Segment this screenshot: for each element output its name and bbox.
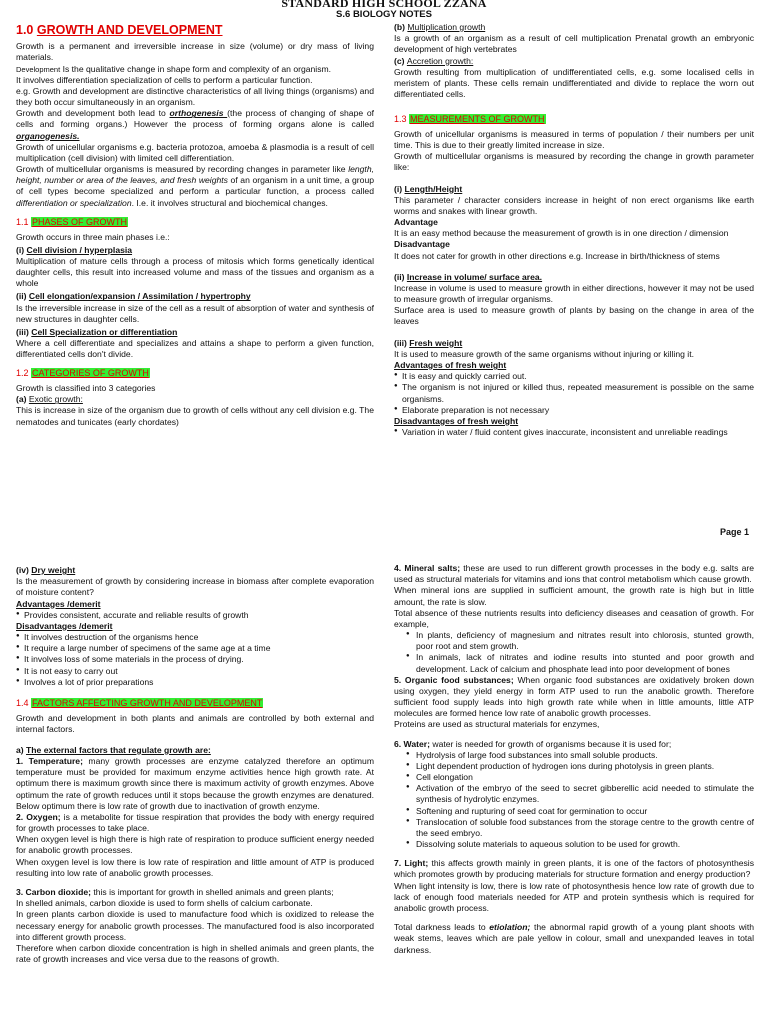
- paragraph: When mineral ions are supplied in sufficient amount, the growth rate is high but in little amount, the rate is slow.: [394, 585, 754, 607]
- subheading: (iii) Fresh weight: [394, 337, 463, 348]
- paragraph: Growth and development both lead to orthogenesis (the process of changing of shape of cells and forming organs.) However the process of forming organs alone is called organogenesis.: [16, 108, 374, 141]
- disadvantages-heading: Disadvantages of fresh weight: [394, 415, 519, 426]
- list-item: ● It is not easy to carry out: [16, 666, 374, 677]
- paragraph: 1. Temperature; many growth processes are enzyme catalyzed therefore an optimum temperature must be provided for maximum enzyme activities hence high growth rate. At optimum there is maximum growth since there is maximum activity of growth enzymes. Above optimum the rate of growth reduces until it stops because the growth enzymes are denatured. Below optimum there is low rate of growth due to inactivation of growth enzyme.: [16, 756, 374, 811]
- list-item: ● Translocation of soluble food substances from the storage centre to the growth centre of the seed embryo.: [394, 817, 754, 839]
- paragraph: Growth occurs in three main phases i.e.:: [16, 231, 170, 242]
- list-item: ● In animals, lack of nitrates and iodine results into stunted and poor growth and development. Lack of calcium and phosphate lead into poor development of bones: [394, 652, 754, 674]
- list-item: ● Dissolving solute materials to aqueous solution to be used for growth.: [394, 839, 754, 850]
- advantages-heading: Advantages /demerit: [16, 598, 101, 609]
- subheading: (c) Accretion growth:: [394, 55, 474, 66]
- paragraph: When oxygen level is high there is high rate of respiration to produce sufficient energy needed for anabolic growth processes.: [16, 834, 374, 856]
- deficiency-list: [394, 630, 754, 675]
- paragraph: Growth of unicellular organisms is measured in terms of population / their numbers per unit time. This is due to their greatly limited increase in size.: [394, 128, 754, 151]
- paragraph: Growth of multicellular organisms is measured by recording changes in parameter like length, height, number or area of the leaves, and fresh weights of an organism in a unit time, a group of cell types become specialized and perform a particular function, a process called differentiation or specialization. I.e. it involves structural and biochemical changes.: [16, 164, 374, 208]
- list-item: ● It involves destruction of the organisms hence: [16, 632, 374, 643]
- section-phases-heading: 1.1 PHASES OF GROWTH: [16, 216, 128, 227]
- paragraph: This parameter / character considers increase in height of non erect organisms like earth worms and snakes with linear growth.: [394, 194, 754, 216]
- disadvantages-list: [394, 427, 754, 438]
- paragraph: Increase in volume is used to measure growth in either directions, however it may not be used to measure growth of irregular organisms.: [394, 282, 754, 305]
- subheading: (ii) Increase in volume/ surface area.: [394, 271, 543, 282]
- section-categories-heading: 1.2 CATEGORIES OF GROWTH: [16, 368, 149, 379]
- paragraph: 7. Light; this affects growth mainly in green plants, it is one of the factors of photosynthesis which promotes growth by producing materials for structure formation and energy production?: [394, 858, 754, 880]
- growth-definition: Growth is a permanent and irreversible increase in size (volume) or dry mass of living materials.: [16, 41, 374, 63]
- paragraph: Where a cell differentiate and specializes and attains a shape to perform a given function, differentiated cells don't divide.: [16, 338, 374, 360]
- list-item: ● Involves a lot of prior preparations: [16, 677, 374, 688]
- subheading: a) The external factors that regulate growth are:: [16, 744, 211, 755]
- paragraph: Multiplication of mature cells through a process of mitosis which forms genetically identical daughter cells, this result into increased volume and mass of the tissues and organism as a whole: [16, 255, 374, 289]
- subheading: (iv) Dry weight: [16, 565, 76, 575]
- paragraph: Growth is classified into 3 categories: [16, 383, 156, 394]
- paragraph: Total darkness leads to etiolation; the abnormal rapid growth of a young plant shoots with weak stems, leaves which are pale yellow in colour, small and unexpanded leaves in total darkness.: [394, 922, 754, 955]
- list-item: ● It involves loss of some materials in the process of drying.: [16, 654, 374, 665]
- paragraph: Surface area is used to measure growth of plants by basing on the change in area of the leaves: [394, 305, 754, 327]
- list-item: ● It require a large number of specimens of the same age at a time: [16, 643, 374, 654]
- subheading: (i) Cell division / hyperplasia: [16, 244, 133, 255]
- column-bottom-left: [16, 563, 374, 1024]
- development-definition: Development Is the qualitative change in shape form and complexity of an organism.: [16, 63, 332, 74]
- disadvantage-heading: Disadvantage: [394, 239, 450, 250]
- paragraph: Growth of multicellular organisms is measured by recording the change in growth parameter like:: [394, 151, 754, 173]
- paragraph: It is used to measure growth of the same organisms without injuring or killing it.: [394, 348, 694, 359]
- paragraph: It does not cater for growth in other directions e.g. Increase in birth/thickness of stems: [394, 250, 720, 261]
- list-item: ● Hydrolysis of large food substances into small soluble products.: [394, 750, 754, 761]
- notes-subtitle: S.6 BIOLOGY NOTES: [336, 9, 432, 20]
- paragraph: In shelled animals, carbon dioxide is used to form shells of calcium carbonate.: [16, 898, 313, 909]
- list-item: ● Cell elongation: [394, 772, 754, 783]
- subheading: (a) Exotic growth:: [16, 394, 83, 405]
- subheading: (b) Multiplication growth: [394, 22, 486, 32]
- water-uses-list: [394, 750, 754, 851]
- paragraph: Is a growth of an organism as a result of cell multiplication Prenatal growth an embryonic development of high vertebrates: [394, 33, 754, 55]
- paragraph: e.g. Growth and development are distinctive characteristics of all living things (organisms) and they both occur simultaneously in an organism.: [16, 85, 374, 108]
- subheading: (iii) Cell Specialization or differentiation: [16, 326, 178, 337]
- disadvantages-heading: Disadvantages /demerit: [16, 620, 113, 631]
- list-item: ● The organism is not injured or killed thus, repeated measurement is possible on the same organisms.: [394, 382, 754, 404]
- paragraph: 2. Oxygen; is a metabolite for tissue respiration that provides the body with energy required for growth processes to take place.: [16, 811, 374, 834]
- school-name: STANDARD HIGH SCHOOL ZZANA: [281, 0, 487, 10]
- advantage-heading: Advantage: [394, 217, 438, 228]
- advantages-heading: Advantages of fresh weight: [394, 359, 507, 370]
- paragraph: Growth resulting from multiplication of undifferentiated cells, e.g. some localised cells in meristem of plants. These cells remain undifferentiated and divide to replace the worn out differentiated cells.: [394, 66, 754, 100]
- page-header: [0, 0, 768, 21]
- paragraph: 4. Mineral salts; these are used to run different growth processes in the body e.g. salts are used as structural materials for vitamins and ions that control metabolism which cause growth.: [394, 563, 754, 585]
- list-item: ● Variation in water / fluid content gives inaccurate, inconsistent and unreliable readings: [394, 427, 754, 438]
- paragraph: Is the measurement of growth by considering increase in biomass after complete evaporation of moisture content?: [16, 576, 374, 598]
- list-item: ● Elaborate preparation is not necessary: [394, 405, 754, 416]
- paragraph: It involves differentiation specialization of cells to perform a particular function.: [16, 74, 313, 85]
- column-top-left: [16, 22, 374, 492]
- paragraph: Proteins are used as structural materials for enzymes,: [394, 719, 600, 730]
- disadvantages-list: [16, 632, 374, 688]
- advantages-list: [394, 371, 754, 416]
- subheading: (ii) Cell elongation/expansion / Assimilation / hypertrophy: [16, 291, 251, 302]
- paragraph: It is an easy method because the measurement of growth is in one direction / dimension: [394, 228, 729, 239]
- list-item: ● Provides consistent, accurate and reliable results of growth: [16, 610, 374, 621]
- list-item: ● Softening and rupturing of seed coat for germination to occur: [394, 806, 754, 817]
- paragraph: 6. Water; water is needed for growth of organisms because it is used for;: [394, 738, 672, 749]
- paragraph: Is the irreversible increase in size of the cell as a result of absorption of water and synthesis of new structures in daughter cells.: [16, 302, 374, 324]
- paragraph: This is increase in size of the organism due to growth of cells without any cell division e.g. The nematodes and tunicates (early chordates): [16, 405, 374, 427]
- section-factors-heading: 1.4 FACTORS AFFECTING GROWTH AND DEVELOPMENT: [16, 697, 263, 708]
- list-item: ● Light dependent production of hydrogen ions during photolysis in green plants.: [394, 761, 754, 772]
- column-top-right: [394, 22, 754, 492]
- paragraph: 3. Carbon dioxide; this is important for growth in shelled animals and green plants;: [16, 886, 334, 897]
- list-item: ● In plants, deficiency of magnesium and nitrates result into chlorosis, stunted growth, poor root and stem growth.: [394, 630, 754, 652]
- paragraph: When light intensity is low, there is low rate of photosynthesis hence low rate of growth due to lack of enough food materials needed for ATP and protein synthesis which is required for anabolic growth process.: [394, 880, 754, 913]
- advantages-list: [16, 610, 374, 621]
- paragraph: 5. Organic food substances; When organic food substances are oxidatively broken down using oxygen, they yield energy in form ATP used to run the anabolic growth. Therefore sufficient food supply leads into high growth rate while when in little amounts, little ATP molecules are formed hence low rate of anabolic growth processes.: [394, 674, 754, 719]
- paragraph: In green plants carbon dioxide is used to manufacture food which is oxidized to release the necessary energy for anabolic growth processes. The manufactured food is also incorporated into different growth process.: [16, 909, 374, 942]
- subheading: (i) Length/Height: [394, 183, 463, 194]
- column-bottom-right: [394, 563, 754, 1024]
- paragraph: Growth and development in both plants and animals are controlled by both external and internal factors.: [16, 712, 374, 734]
- paragraph: Total absence of these nutrients results into deficiency diseases and ceasation of growth. For example,: [394, 607, 754, 629]
- paragraph: Growth of unicellular organisms e.g. bacteria protozoa, amoeba & plasmodia is a result of cell multiplication (cell division) with limited cell differentiation.: [16, 141, 374, 163]
- list-item: ● It is easy and quickly carried out.: [394, 371, 754, 382]
- paragraph: Therefore when carbon dioxide concentration is high in shelled animals and green plants, the rate of growth increases and vice versa due to the reasons of growth.: [16, 942, 374, 965]
- page-number: Page 1: [720, 527, 750, 537]
- section-measurements-heading: 1.3 MEASUREMENTS OF GROWTH: [394, 114, 545, 125]
- list-item: ● Activation of the embryo of the seed to secret gibberellic acid needed to stimulate the synthesis of hydrolytic enzymes.: [394, 783, 754, 805]
- main-title: 1.0 GROWTH AND DEVELOPMENT: [16, 23, 223, 37]
- paragraph: When oxygen level is low there is low rate of respiration and little amount of ATP is produced resulting into low rate of anabolic growth processes.: [16, 856, 374, 878]
